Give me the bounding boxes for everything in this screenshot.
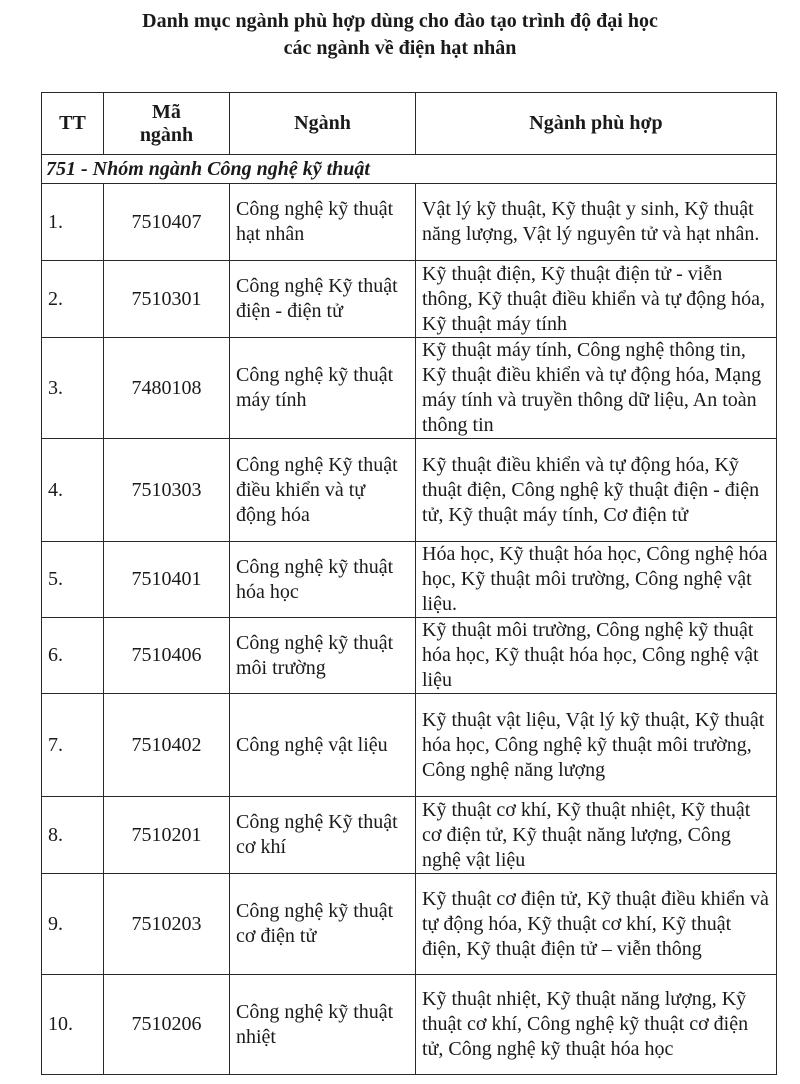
row-tt-cell: 7. [42,694,104,797]
header-code-line-1: Mã [152,100,181,123]
row-code-cell: 7510206 [104,975,230,1075]
row-major-cell: Công nghệ Kỹ thuật điện - điện tử [230,261,416,338]
header-major: Ngành [230,93,416,155]
row-major-cell: Công nghệ vật liệu [230,694,416,797]
row-fit-cell: Kỹ thuật vật liệu, Vật lý kỹ thuật, Kỹ thuật hóa học, Công nghệ kỹ thuật môi trường, Công nghệ năng lượng [416,694,777,797]
row-fit-cell: Vật lý kỹ thuật, Kỹ thuật y sinh, Kỹ thuật năng lượng, Vật lý nguyên tử và hạt nhân. [416,184,777,261]
table-row [42,338,777,439]
table-row [42,618,777,694]
row-fit-cell: Kỹ thuật máy tính, Công nghệ thông tin, Kỹ thuật điều khiển và tự động hóa, Mạng máy tính và truyền thông dữ liệu, An toàn thông tin [416,338,777,439]
table-body [42,155,777,1075]
group-row [42,155,777,184]
document-title [0,8,800,62]
majors-table [41,92,777,1075]
row-fit-cell: Kỹ thuật điều khiển và tự động hóa, Kỹ thuật điện, Công nghệ kỹ thuật điện - điện tử, Kỹ thuật máy tính, Cơ điện tử [416,439,777,542]
table-row [42,975,777,1075]
row-fit-cell: Hóa học, Kỹ thuật hóa học, Công nghệ hóa học, Kỹ thuật môi trường, Công nghệ vật liệu. [416,542,777,618]
row-code-cell: 7510401 [104,542,230,618]
title-line-1: Danh mục ngành phù hợp dùng cho đào tạo trình độ đại học [142,10,658,32]
row-tt-cell: 1. [42,184,104,261]
row-tt-cell: 10. [42,975,104,1075]
row-code-cell: 7510201 [104,797,230,874]
row-code-cell: 7510303 [104,439,230,542]
table-header-row [42,93,777,155]
table-row [42,184,777,261]
row-tt-cell: 9. [42,874,104,975]
row-major-cell: Công nghệ Kỹ thuật điều khiển và tự động hóa [230,439,416,542]
row-tt-cell: 6. [42,618,104,694]
row-code-cell: 7510301 [104,261,230,338]
row-major-cell: Công nghệ kỹ thuật hóa học [230,542,416,618]
row-tt-cell: 2. [42,261,104,338]
row-tt-cell: 5. [42,542,104,618]
group-label: 751 - Nhóm ngành Công nghệ kỹ thuật [42,155,777,184]
title-line-2: các ngành về điện hạt nhân [283,37,517,59]
row-code-cell: 7510402 [104,694,230,797]
row-fit-cell: Kỹ thuật nhiệt, Kỹ thuật năng lượng, Kỹ thuật cơ khí, Công nghệ kỹ thuật cơ điện tử, Công nghệ kỹ thuật hóa học [416,975,777,1075]
row-code-cell: 7510407 [104,184,230,261]
header-code-line-2: ngành [139,123,194,146]
row-fit-cell: Kỹ thuật cơ khí, Kỹ thuật nhiệt, Kỹ thuật cơ điện tử, Kỹ thuật năng lượng, Công nghệ vật liệu [416,797,777,874]
row-tt-cell: 3. [42,338,104,439]
row-fit-cell: Kỹ thuật môi trường, Công nghệ kỹ thuật hóa học, Kỹ thuật hóa học, Công nghệ vật liệu [416,618,777,694]
row-tt-cell: 4. [42,439,104,542]
header-code [104,93,230,155]
table-row [42,797,777,874]
row-major-cell: Công nghệ kỹ thuật máy tính [230,338,416,439]
table-row [42,874,777,975]
table-row [42,261,777,338]
row-major-cell: Công nghệ Kỹ thuật cơ khí [230,797,416,874]
table-row [42,439,777,542]
row-fit-cell: Kỹ thuật điện, Kỹ thuật điện tử - viễn thông, Kỹ thuật điều khiển và tự động hóa, Kỹ thuật máy tính [416,261,777,338]
table-row [42,542,777,618]
row-major-cell: Công nghệ kỹ thuật nhiệt [230,975,416,1075]
table-row [42,694,777,797]
row-major-cell: Công nghệ kỹ thuật hạt nhân [230,184,416,261]
header-tt: TT [42,93,104,155]
header-fit: Ngành phù hợp [416,93,777,155]
row-major-cell: Công nghệ kỹ thuật cơ điện tử [230,874,416,975]
row-code-cell: 7510203 [104,874,230,975]
row-tt-cell: 8. [42,797,104,874]
row-fit-cell: Kỹ thuật cơ điện tử, Kỹ thuật điều khiển và tự động hóa, Kỹ thuật cơ khí, Kỹ thuật điện, Kỹ thuật điện tử – viễn thông [416,874,777,975]
row-code-cell: 7510406 [104,618,230,694]
row-major-cell: Công nghệ kỹ thuật môi trường [230,618,416,694]
row-code-cell: 7480108 [104,338,230,439]
